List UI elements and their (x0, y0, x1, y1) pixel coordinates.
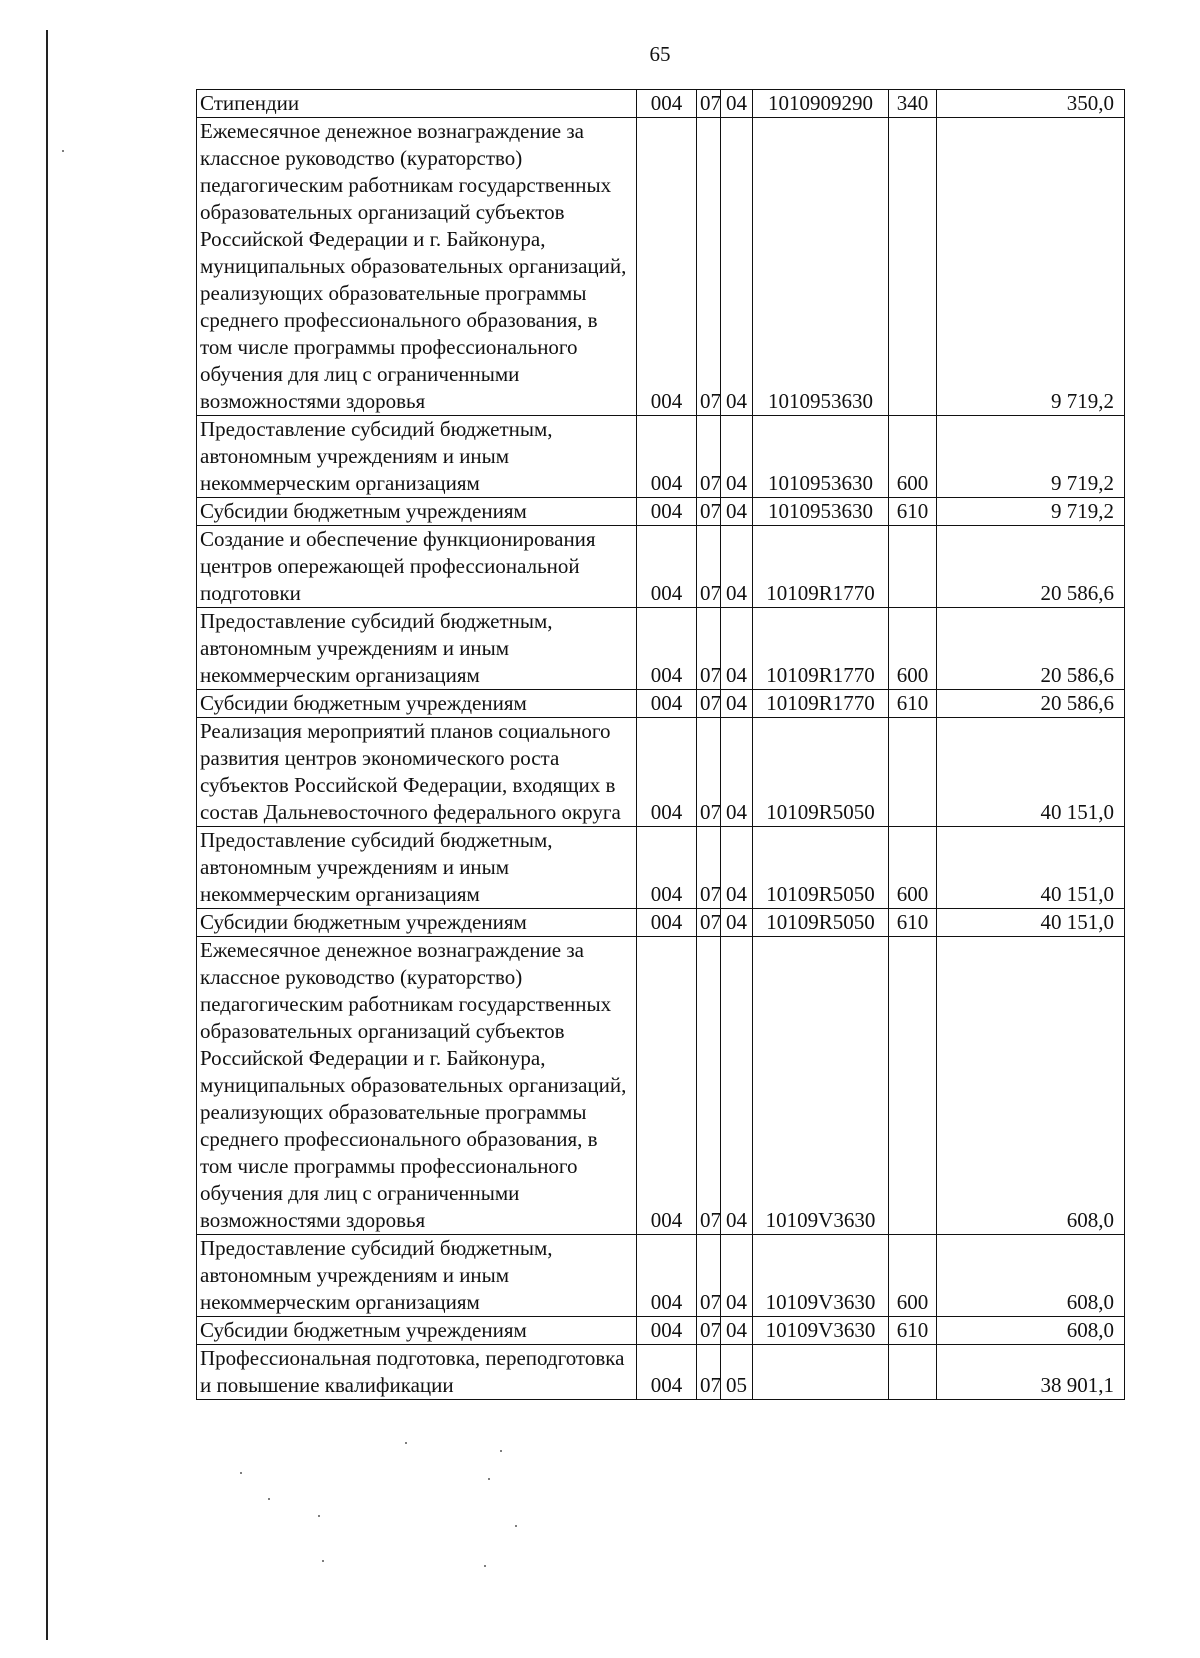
scan-speck (500, 1450, 502, 1452)
section-code: 07 (697, 90, 721, 118)
target-code: 10109R5050 (753, 909, 889, 937)
amount: 40 151,0 (937, 909, 1125, 937)
subsection-code: 05 (721, 1345, 753, 1400)
admin-code: 004 (637, 416, 697, 498)
scan-speck (405, 1442, 407, 1444)
admin-code: 004 (637, 118, 697, 416)
expense-type-code: 610 (889, 498, 937, 526)
budget-table (196, 89, 1125, 1400)
row-name: Реализация мероприятий планов социального развития центров экономического роста субъектов Российской Федерации, входящих в состав Дальневосточного федерального округа (197, 718, 637, 827)
table-row (197, 608, 1125, 690)
admin-code: 004 (637, 608, 697, 690)
subsection-code: 04 (721, 1317, 753, 1345)
target-code: 10109V3630 (753, 1317, 889, 1345)
scan-speck (318, 1515, 320, 1517)
admin-code: 004 (637, 1235, 697, 1317)
table-row (197, 909, 1125, 937)
section-code: 07 (697, 416, 721, 498)
table-row (197, 827, 1125, 909)
subsection-code: 04 (721, 416, 753, 498)
table-row (197, 690, 1125, 718)
expense-type-code: 600 (889, 1235, 937, 1317)
subsection-code: 04 (721, 718, 753, 827)
expense-type-code: 340 (889, 90, 937, 118)
amount: 350,0 (937, 90, 1125, 118)
amount: 608,0 (937, 1235, 1125, 1317)
table-row (197, 718, 1125, 827)
table-row (197, 90, 1125, 118)
target-code: 10109R1770 (753, 690, 889, 718)
row-name: Предоставление субсидий бюджетным, автономным учреждениям и иным некоммерческим организациям (197, 827, 637, 909)
subsection-code: 04 (721, 526, 753, 608)
table-row (197, 526, 1125, 608)
expense-type-code (889, 118, 937, 416)
expense-type-code (889, 937, 937, 1235)
table-row (197, 498, 1125, 526)
subsection-code: 04 (721, 937, 753, 1235)
row-name: Предоставление субсидий бюджетным, автономным учреждениям и иным некоммерческим организациям (197, 1235, 637, 1317)
subsection-code: 04 (721, 118, 753, 416)
section-code: 07 (697, 1317, 721, 1345)
expense-type-code (889, 1345, 937, 1400)
subsection-code: 04 (721, 827, 753, 909)
page-number: 65 (649, 42, 671, 66)
admin-code: 004 (637, 690, 697, 718)
admin-code: 004 (637, 498, 697, 526)
scan-speck (515, 1525, 517, 1527)
row-name: Субсидии бюджетным учреждениям (197, 498, 637, 526)
target-code: 10109R5050 (753, 827, 889, 909)
amount: 40 151,0 (937, 827, 1125, 909)
expense-type-code: 610 (889, 1317, 937, 1345)
amount: 9 719,2 (937, 498, 1125, 526)
section-code: 07 (697, 718, 721, 827)
subsection-code: 04 (721, 690, 753, 718)
subsection-code: 04 (721, 608, 753, 690)
expense-type-code: 600 (889, 827, 937, 909)
scan-speck (268, 1498, 270, 1500)
section-code: 07 (697, 118, 721, 416)
amount: 40 151,0 (937, 718, 1125, 827)
row-name: Ежемесячное денежное вознаграждение за классное руководство (кураторство) педагогическим работникам государственных образовательных организаций субъектов Российской Федерации и г. Байконура, муниципальных образовательных организаций, реализующих образовательные программы среднего профессионального образования, в том числе программы профессионального обучения для лиц с ограниченными возможностями здоровья (197, 118, 637, 416)
row-name: Создание и обеспечение функционирования центров опережающей профессиональной подготовки (197, 526, 637, 608)
section-code: 07 (697, 690, 721, 718)
target-code: 1010909290 (753, 90, 889, 118)
admin-code: 004 (637, 1345, 697, 1400)
expense-type-code: 610 (889, 690, 937, 718)
row-name: Стипендии (197, 90, 637, 118)
target-code: 10109R1770 (753, 526, 889, 608)
subsection-code: 04 (721, 1235, 753, 1317)
table-row (197, 118, 1125, 416)
target-code: 1010953630 (753, 118, 889, 416)
target-code: 1010953630 (753, 416, 889, 498)
expense-type-code: 600 (889, 416, 937, 498)
section-code: 07 (697, 498, 721, 526)
admin-code: 004 (637, 526, 697, 608)
section-code: 07 (697, 1345, 721, 1400)
row-name: Субсидии бюджетным учреждениям (197, 690, 637, 718)
target-code: 10109R5050 (753, 718, 889, 827)
table-row (197, 1235, 1125, 1317)
target-code: 10109R1770 (753, 608, 889, 690)
amount: 608,0 (937, 937, 1125, 1235)
section-code: 07 (697, 827, 721, 909)
amount: 608,0 (937, 1317, 1125, 1345)
admin-code: 004 (637, 827, 697, 909)
row-name: Ежемесячное денежное вознаграждение за классное руководство (кураторство) педагогическим работникам государственных образовательных организаций субъектов Российской Федерации и г. Байконура, муниципальных образовательных организаций, реализующих образовательные программы среднего профессионального образования, в том числе программы профессионального обучения для лиц с ограниченными возможностями здоровья (197, 937, 637, 1235)
expense-type-code: 610 (889, 909, 937, 937)
amount: 20 586,6 (937, 526, 1125, 608)
subsection-code: 04 (721, 90, 753, 118)
table-row (197, 416, 1125, 498)
amount: 9 719,2 (937, 416, 1125, 498)
target-code (753, 1345, 889, 1400)
row-name: Субсидии бюджетным учреждениям (197, 909, 637, 937)
subsection-code: 04 (721, 909, 753, 937)
target-code: 10109V3630 (753, 1235, 889, 1317)
amount: 38 901,1 (937, 1345, 1125, 1400)
subsection-code: 04 (721, 498, 753, 526)
admin-code: 004 (637, 1317, 697, 1345)
row-name: Профессиональная подготовка, переподготовка и повышение квалификации (197, 1345, 637, 1400)
scan-speck (240, 1472, 242, 1474)
admin-code: 004 (637, 909, 697, 937)
scan-speck (484, 1565, 486, 1567)
section-code: 07 (697, 937, 721, 1235)
section-code: 07 (697, 526, 721, 608)
table-row (197, 937, 1125, 1235)
table-row (197, 1317, 1125, 1345)
row-name: Предоставление субсидий бюджетным, автономным учреждениям и иным некоммерческим организациям (197, 416, 637, 498)
admin-code: 004 (637, 718, 697, 827)
row-name: Предоставление субсидий бюджетным, автономным учреждениям и иным некоммерческим организациям (197, 608, 637, 690)
section-code: 07 (697, 909, 721, 937)
section-code: 07 (697, 1235, 721, 1317)
expense-type-code (889, 526, 937, 608)
expense-type-code (889, 718, 937, 827)
table-row (197, 1345, 1125, 1400)
amount: 20 586,6 (937, 690, 1125, 718)
admin-code: 004 (637, 937, 697, 1235)
amount: 20 586,6 (937, 608, 1125, 690)
scan-edge-line (46, 30, 48, 1640)
admin-code: 004 (637, 90, 697, 118)
amount: 9 719,2 (937, 118, 1125, 416)
target-code: 10109V3630 (753, 937, 889, 1235)
row-name: Субсидии бюджетным учреждениям (197, 1317, 637, 1345)
section-code: 07 (697, 608, 721, 690)
target-code: 1010953630 (753, 498, 889, 526)
scan-speck (488, 1478, 490, 1480)
scan-speck (62, 150, 64, 152)
scan-speck (322, 1560, 324, 1562)
expense-type-code: 600 (889, 608, 937, 690)
